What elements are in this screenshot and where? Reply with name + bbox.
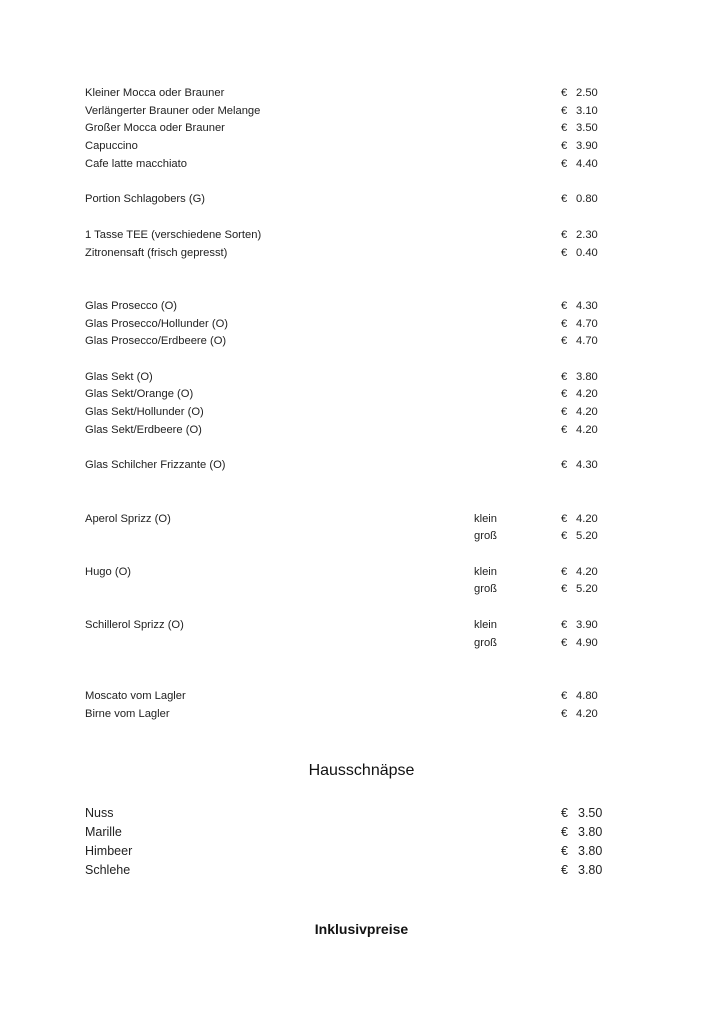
menu-item xyxy=(0,617,723,633)
item-name: Schillerol Sprizz (O) xyxy=(85,619,184,631)
item-size: klein xyxy=(474,619,498,631)
item-size: klein xyxy=(474,513,498,525)
menu-item xyxy=(0,457,723,473)
currency-symbol: € xyxy=(561,122,568,134)
footer-note: Inklusivpreise xyxy=(314,921,409,937)
item-name: Glas Sekt/Hollunder (O) xyxy=(85,406,204,418)
item-price: 4.40 xyxy=(576,158,598,170)
section-heading-schnaps: Hausschnäpse xyxy=(308,762,415,779)
item-price: 2.50 xyxy=(576,87,598,99)
currency-symbol: € xyxy=(561,619,568,631)
item-name: Glas Prosecco/Erdbeere (O) xyxy=(85,335,227,347)
item-price: 3.80 xyxy=(578,844,603,858)
currency-symbol: € xyxy=(561,335,568,347)
item-size: groß xyxy=(474,637,498,649)
item-name: Moscato vom Lagler xyxy=(85,690,186,702)
menu-item xyxy=(0,85,723,101)
item-price: 5.20 xyxy=(576,530,598,542)
item-name: Nuss xyxy=(85,806,114,820)
item-name: Glas Sekt/Erdbeere (O) xyxy=(85,424,202,436)
currency-symbol: € xyxy=(561,371,568,383)
currency-symbol: € xyxy=(561,583,568,595)
item-price: 3.50 xyxy=(578,806,603,820)
currency-symbol: € xyxy=(561,229,568,241)
currency-symbol: € xyxy=(561,459,568,471)
currency-symbol: € xyxy=(561,825,568,839)
currency-symbol: € xyxy=(561,530,568,542)
currency-symbol: € xyxy=(561,424,568,436)
item-name: Glas Prosecco/Hollunder (O) xyxy=(85,318,229,330)
currency-symbol: € xyxy=(561,513,568,525)
item-price: 4.20 xyxy=(576,708,598,720)
menu-item xyxy=(0,227,723,243)
menu-item xyxy=(0,369,723,385)
menu-item xyxy=(0,823,723,841)
item-price: 4.20 xyxy=(576,566,598,578)
item-price: 3.90 xyxy=(576,619,598,631)
item-name: Hugo (O) xyxy=(85,566,132,578)
currency-symbol: € xyxy=(561,158,568,170)
item-name: 1 Tasse TEE (verschiedene Sorten) xyxy=(85,229,262,241)
item-size: groß xyxy=(474,530,498,542)
item-price: 0.80 xyxy=(576,193,598,205)
currency-symbol: € xyxy=(561,105,568,117)
item-price: 4.20 xyxy=(576,513,598,525)
menu-item xyxy=(0,191,723,207)
item-name: Cafe latte macchiato xyxy=(85,158,187,170)
item-price: 3.10 xyxy=(576,105,598,117)
item-size: groß xyxy=(474,583,498,595)
menu-item xyxy=(0,333,723,349)
item-price: 4.30 xyxy=(576,300,598,312)
menu-item xyxy=(0,564,723,580)
item-price: 4.30 xyxy=(576,459,598,471)
currency-symbol: € xyxy=(561,566,568,578)
currency-symbol: € xyxy=(561,863,568,877)
item-price: 4.70 xyxy=(576,335,598,347)
menu-item xyxy=(0,861,723,879)
item-price: 2.30 xyxy=(576,229,598,241)
item-price: 4.20 xyxy=(576,424,598,436)
currency-symbol: € xyxy=(561,806,568,820)
menu-item xyxy=(0,706,723,722)
item-price: 3.90 xyxy=(576,140,598,152)
currency-symbol: € xyxy=(561,637,568,649)
item-name: Portion Schlagobers (G) xyxy=(85,193,206,205)
item-price: 4.20 xyxy=(576,388,598,400)
item-name: Schlehe xyxy=(85,863,131,877)
menu-item xyxy=(0,138,723,154)
item-name: Birne vom Lagler xyxy=(85,708,170,720)
item-name: Himbeer xyxy=(85,844,133,858)
menu-item xyxy=(0,103,723,119)
item-name: Glas Sekt/Orange (O) xyxy=(85,388,194,400)
item-name: Aperol Sprizz (O) xyxy=(85,513,171,525)
item-size: klein xyxy=(474,566,498,578)
item-name: Großer Mocca oder Brauner xyxy=(85,122,225,134)
item-name: Capuccino xyxy=(85,140,138,152)
menu-item xyxy=(0,804,723,822)
item-name: Zitronensaft (frisch gepresst) xyxy=(85,247,228,259)
currency-symbol: € xyxy=(561,388,568,400)
currency-symbol: € xyxy=(561,318,568,330)
menu-item xyxy=(0,316,723,332)
item-price: 4.90 xyxy=(576,637,598,649)
menu-item xyxy=(0,245,723,261)
item-price: 4.70 xyxy=(576,318,598,330)
menu-item xyxy=(0,404,723,420)
menu-item xyxy=(0,688,723,704)
item-price: 3.80 xyxy=(578,863,603,877)
item-price: 3.80 xyxy=(578,825,603,839)
item-price: 4.80 xyxy=(576,690,598,702)
currency-symbol: € xyxy=(561,708,568,720)
item-price: 0.40 xyxy=(576,247,598,259)
currency-symbol: € xyxy=(561,844,568,858)
currency-symbol: € xyxy=(561,247,568,259)
menu-item xyxy=(0,581,723,597)
item-name: Glas Schilcher Frizzante (O) xyxy=(85,459,226,471)
menu-item xyxy=(0,422,723,438)
item-price: 5.20 xyxy=(576,583,598,595)
menu-item xyxy=(0,635,723,651)
currency-symbol: € xyxy=(561,690,568,702)
menu-item xyxy=(0,386,723,402)
currency-symbol: € xyxy=(561,87,568,99)
menu-item xyxy=(0,511,723,527)
item-price: 3.80 xyxy=(576,371,598,383)
menu-item xyxy=(0,528,723,544)
item-price: 4.20 xyxy=(576,406,598,418)
menu-item xyxy=(0,120,723,136)
menu-item xyxy=(0,156,723,172)
item-name: Glas Prosecco (O) xyxy=(85,300,178,312)
currency-symbol: € xyxy=(561,406,568,418)
menu-item xyxy=(0,298,723,314)
item-name: Glas Sekt (O) xyxy=(85,371,153,383)
item-price: 3.50 xyxy=(576,122,598,134)
item-name: Verlängerter Brauner oder Melange xyxy=(85,105,261,117)
menu-item xyxy=(0,842,723,860)
item-name: Marille xyxy=(85,825,122,839)
currency-symbol: € xyxy=(561,140,568,152)
currency-symbol: € xyxy=(561,300,568,312)
item-name: Kleiner Mocca oder Brauner xyxy=(85,87,225,99)
currency-symbol: € xyxy=(561,193,568,205)
